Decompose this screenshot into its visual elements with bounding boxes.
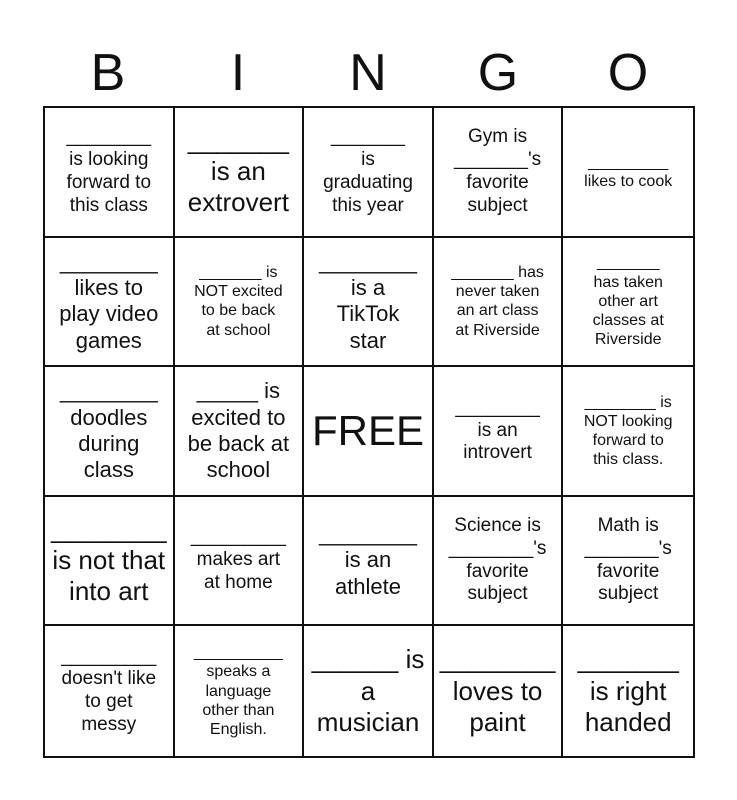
cell-text: _________ makes art at home	[190, 526, 286, 593]
cell-text: ________ is a TikTok star	[319, 248, 417, 353]
bingo-cell[interactable]	[175, 367, 305, 497]
cell-text: Science is ________'s favorite subject	[448, 515, 547, 605]
bingo-cell[interactable]	[304, 497, 434, 627]
bingo-cell[interactable]	[563, 238, 693, 368]
cell-text: ________ is an athlete	[319, 521, 417, 599]
cell-text: _______ is right handed	[577, 644, 679, 737]
cell-text: ________ is NOT looking forward to this class.	[583, 393, 673, 469]
bingo-header	[43, 42, 693, 104]
bingo-cell[interactable]	[45, 238, 175, 368]
header-letter-i: I	[230, 44, 246, 102]
bingo-cell[interactable]	[175, 238, 305, 368]
cell-text: _________ doesn't like to get messy	[61, 645, 157, 735]
cell-text: ________ is looking forward to this class	[66, 126, 152, 216]
cell-text: Gym is _______'s favorite subject	[454, 126, 542, 216]
cell-text: _________ likes to cook	[584, 153, 673, 190]
bingo-cell[interactable]	[45, 108, 175, 238]
bingo-cell[interactable]	[175, 626, 305, 756]
bingo-cell[interactable]	[434, 108, 564, 238]
cell-text: ________ likes to play video games	[59, 248, 159, 353]
bingo-cell[interactable]	[563, 497, 693, 627]
cell-text: ______ is a musician	[311, 644, 425, 737]
cell-text: __________ speaks a language other than English.	[193, 644, 283, 738]
bingo-cell[interactable]	[563, 108, 693, 238]
cell-text: ________ doodles during class	[59, 378, 158, 483]
cell-text: _______ has never taken an art class at Riverside	[451, 264, 544, 339]
bingo-cell[interactable]	[175, 497, 305, 627]
bingo-cell[interactable]	[434, 238, 564, 368]
cell-text: ________ is an introvert	[455, 396, 540, 464]
bingo-cell[interactable]	[563, 626, 693, 756]
bingo-cell[interactable]	[45, 497, 175, 627]
cell-text: ________ is not that into art	[50, 513, 167, 607]
cell-text: ________ loves to paint	[439, 644, 556, 737]
bingo-board	[43, 106, 695, 758]
cell-text: _____ is excited to be back at school	[187, 378, 290, 483]
bingo-cell[interactable]	[434, 497, 564, 627]
bingo-cell[interactable]	[175, 108, 305, 238]
header-letter-o: O	[607, 44, 649, 102]
bingo-cell[interactable]	[304, 626, 434, 756]
cell-text: _______ is NOT excited to be back at school	[194, 264, 283, 339]
header-letter-b: B	[90, 44, 126, 102]
bingo-cell[interactable]	[434, 367, 564, 497]
bingo-cell[interactable]	[45, 367, 175, 497]
free-space-label: FREE	[311, 406, 424, 454]
bingo-cell[interactable]	[45, 626, 175, 756]
bingo-cell[interactable]	[434, 626, 564, 756]
free-space[interactable]	[304, 367, 434, 497]
cell-text: _______ has taken other art classes at Riverside	[592, 254, 664, 349]
bingo-cell[interactable]	[304, 108, 434, 238]
header-letter-g: G	[477, 44, 519, 102]
cell-text: _______ is an extrovert	[187, 125, 289, 218]
bingo-cell[interactable]	[563, 367, 693, 497]
bingo-cell[interactable]	[304, 238, 434, 368]
cell-text: Math is _______'s favorite subject	[584, 515, 672, 605]
cell-text: _______ is graduating this year	[323, 126, 413, 216]
header-letter-n: N	[349, 44, 387, 102]
